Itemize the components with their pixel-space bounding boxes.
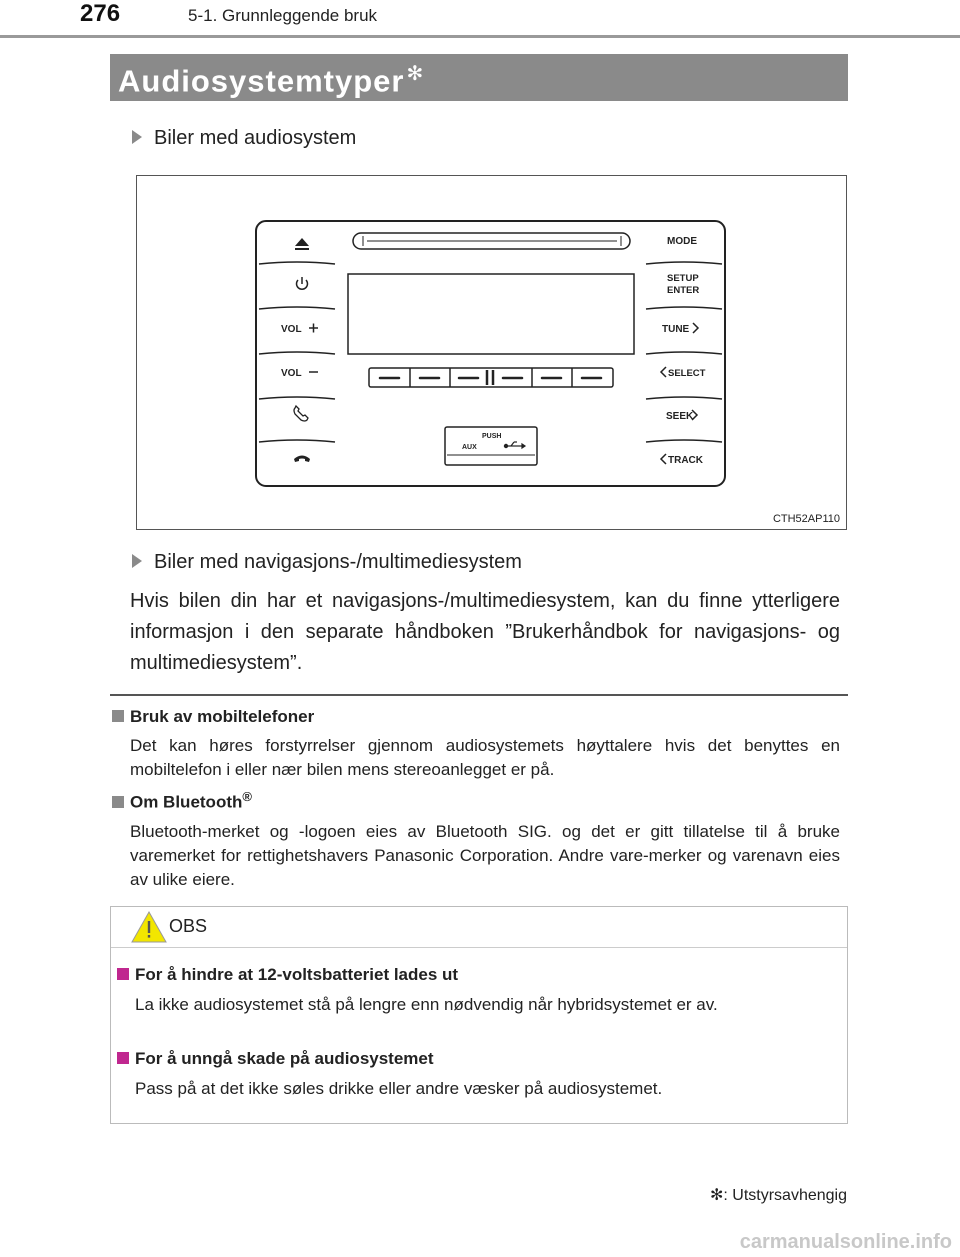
note-mobile-heading: Bruk av mobiltelefoner <box>112 707 314 727</box>
display-screen <box>348 274 634 354</box>
header-divider <box>0 35 960 38</box>
watermark: carmanualsonline.info <box>739 1231 952 1253</box>
preset-buttons <box>369 368 613 387</box>
warning-triangle-icon <box>129 909 169 945</box>
aux-label: AUX <box>462 444 477 451</box>
page-number: 276 <box>80 0 121 27</box>
nav-system-label: Biler med navigasjons-/multimediesystem <box>154 551 522 573</box>
audio-system-label: Biler med audiosystem <box>154 127 357 149</box>
phone-pickup-icon <box>294 406 308 421</box>
section-divider <box>110 694 848 696</box>
obs-damage-heading: For å unngå skade på audiosystemet <box>117 1049 434 1069</box>
equipment-mark: ✻ <box>406 63 425 85</box>
nav-system-item <box>132 551 522 574</box>
triangle-bullet-icon <box>132 554 142 568</box>
section-title-text: Audiosystemtyper <box>118 63 405 99</box>
select-label: SELECT <box>668 368 706 379</box>
phone-hangup-icon <box>294 456 310 463</box>
square-bullet-icon <box>117 1052 129 1064</box>
plus-icon <box>309 324 318 333</box>
select-chevron-icon <box>661 367 666 377</box>
track-chevron-icon <box>661 454 666 464</box>
audio-unit-illustration <box>137 176 848 531</box>
obs-header <box>111 907 847 948</box>
obs-battery-heading: For å hindre at 12-voltsbatteriet lades ut <box>117 965 458 985</box>
mode-label: MODE <box>667 236 697 247</box>
footnote-mark: ✻ <box>709 1187 724 1204</box>
note-bluetooth-text: Bluetooth-merket og -logoen eies av Bluetooth SIG. og det er gitt tillatelse til å bruke varemerket for rettighetshavers Panasonic Corporation. Andre vare-merker og varenavn eies av ulike eiere. <box>130 822 840 889</box>
square-bullet-icon <box>117 968 129 980</box>
nav-system-text: Hvis bilen din har et navigasjons-/multimediesystem, kan du finne ytterligere informasjon i den separate håndboken ”Brukerhåndbok for navigasjons- og multimediesystem”. <box>130 590 840 674</box>
obs-battery-text: La ikke audiosystemet stå på lengre enn nødvendig når hybridsystemet er av. <box>135 995 718 1014</box>
audio-unit-figure <box>136 175 847 530</box>
footnote-text: : Utstyrsavhengig <box>723 1187 847 1204</box>
setup-label: SETUP <box>667 273 699 284</box>
square-bullet-icon <box>112 710 124 722</box>
square-bullet-icon <box>112 796 124 808</box>
obs-notice-box <box>110 906 848 1124</box>
chapter-title: 5-1. Grunnleggende bruk <box>188 6 378 25</box>
triangle-bullet-icon <box>132 130 142 144</box>
section-title <box>118 61 424 99</box>
obs-damage-text: Pass på at det ikke søles drikke eller andre væsker på audiosystemet. <box>135 1079 663 1098</box>
tune-label: TUNE <box>662 324 690 335</box>
audio-system-item <box>132 127 356 150</box>
seek-label: SEEK <box>666 411 694 422</box>
obs-title: OBS <box>169 916 208 936</box>
enter-label: ENTER <box>667 285 700 296</box>
left-button-dividers <box>259 262 335 442</box>
section-title-bar <box>110 54 848 101</box>
eject-icon <box>295 238 309 250</box>
track-label: TRACK <box>668 455 703 466</box>
figure-code: CTH52AP110 <box>772 513 840 525</box>
power-icon <box>297 277 308 289</box>
equipment-footnote <box>710 1185 847 1205</box>
push-label: PUSH <box>482 433 502 440</box>
tune-chevron-icon <box>693 323 698 333</box>
usb-icon <box>504 442 525 448</box>
vol-up-label: VOL <box>281 324 302 335</box>
note-mobile-text: Det kan høres forstyrrelser gjennom audiosystemets høyttalere hvis det benyttes en mobiltelefon i eller nær bilen mens stereoanlegget er på. <box>130 736 840 779</box>
vol-down-label: VOL <box>281 368 302 379</box>
note-bluetooth-heading: Om Bluetooth® <box>112 789 252 813</box>
